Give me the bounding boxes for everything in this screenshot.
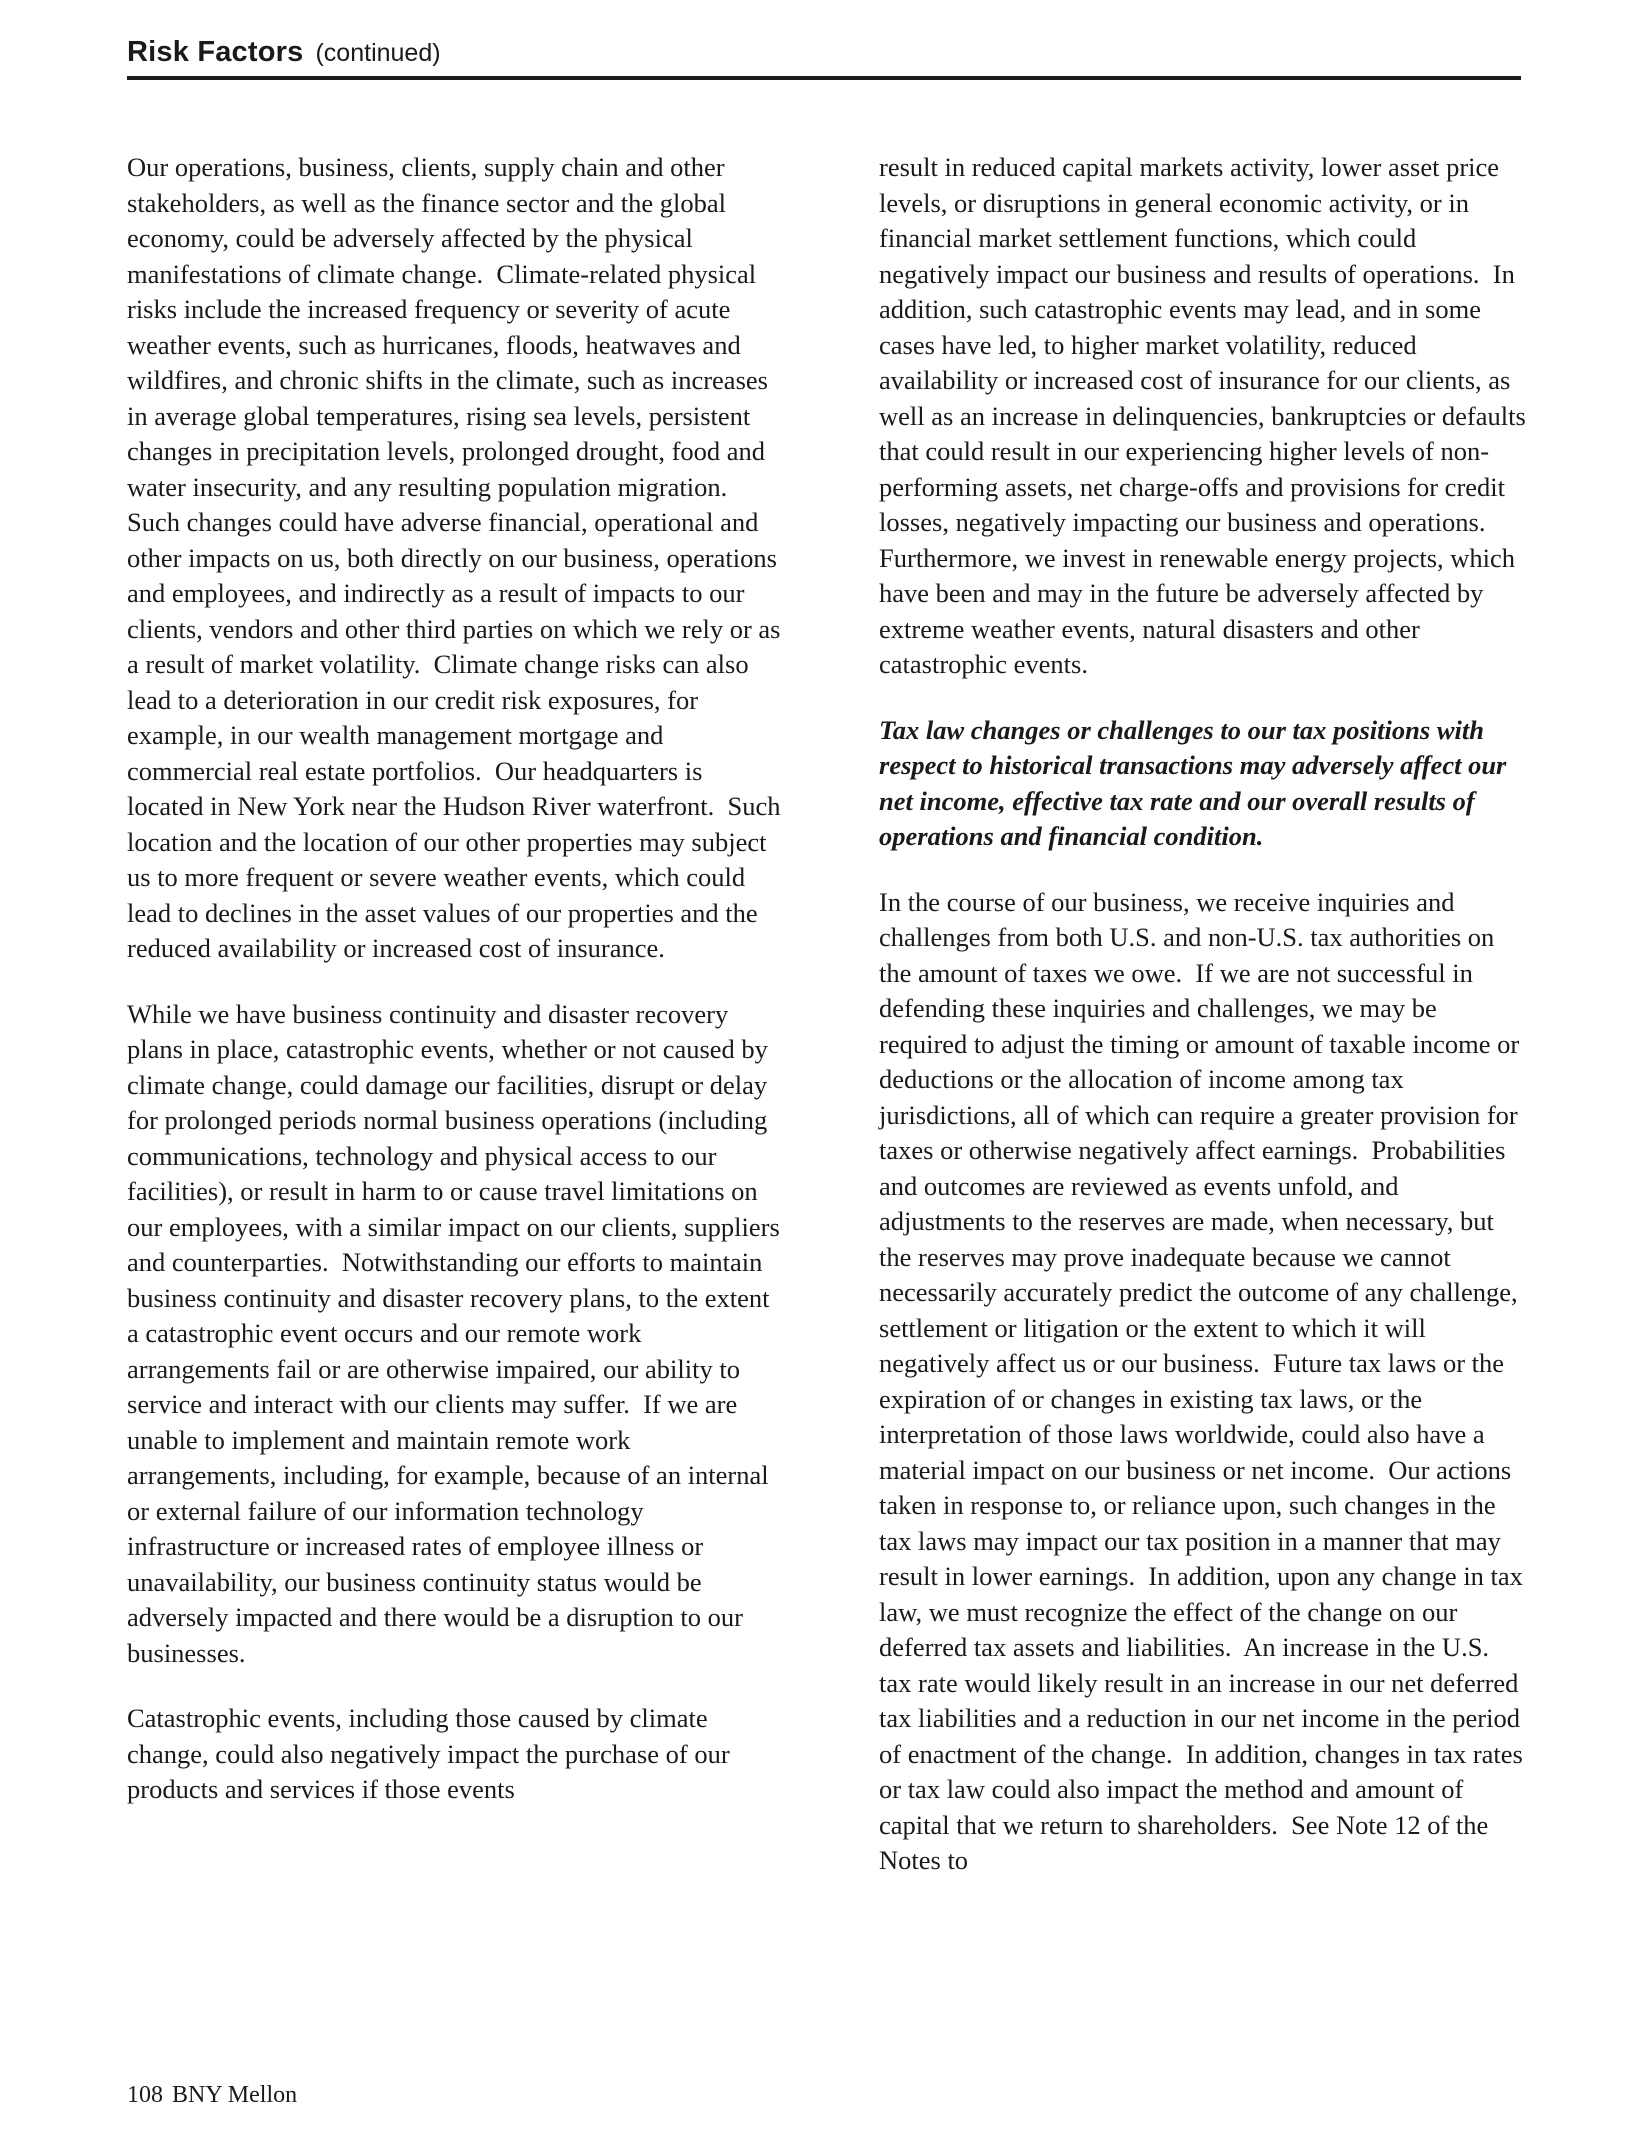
- right-column: [879, 150, 1533, 1909]
- two-column-text: [127, 150, 1650, 1909]
- page-number: 108: [127, 2082, 163, 2108]
- footer-brand: BNY Mellon: [172, 2082, 298, 2108]
- section-title-continued: (continued): [315, 39, 441, 67]
- paragraph-market-impacts: result in reduced capital markets activity, lower asset price levels, or disruptions in general economic activity, or in financial market settlement functions, which could negatively impact our business and results of operations. In addition, such catastrophic events may lead, and in some cases have led, to higher market volatility, reduced availability or increased cost of insurance for our clients, as well as an increase in delinquencies, bankruptcies or defaults that could result in our experiencing higher levels of non-performing assets, net charge-offs and provisions for credit losses, negatively impacting our business and operations. Furthermore, we invest in renewable energy projects, which have been and may in the future be adversely affected by extreme weather events, natural disasters and other catastrophic events.: [879, 152, 1533, 679]
- page-footer: [127, 2082, 297, 2109]
- page-header: [127, 36, 1650, 69]
- section-title: Risk Factors: [127, 36, 304, 68]
- paragraph-business-continuity: While we have business continuity and disaster recovery plans in place, catastrophic events, whether or not caused by climate change, could damage our facilities, disrupt or delay for prolonged periods normal business operations (including communications, technology and physical access to our facilities), or result in harm to or cause travel limitations on our employees, with a similar impact on our clients, suppliers and counterparties. Notwithstanding our efforts to maintain business continuity and disaster recovery plans, to the extent a catastrophic event occurs and our remote work arrangements fail or are otherwise impaired, our ability to service and interact with our clients may suffer. If we are unable to implement and maintain remote work arrangements, including, for example, because of an internal or external failure of our information technology infrastructure or increased rates of employee illness or unavailability, our business continuity status would be adversely impacted and there would be a disruption to our businesses.: [127, 998, 787, 1668]
- paragraph-climate-physical-risks: Our operations, business, clients, supply chain and other stakeholders, as well as the finance sector and the global economy, could be adversely affected by the physical manifestations of climate change. Climate-related physical risks include the increased frequency or severity of acute weather events, such as hurricanes, floods, heatwaves and wildfires, and chronic shifts in the climate, such as increases in average global temperatures, rising sea levels, persistent changes in precipitation levels, prolonged drought, food and water insecurity, and any resulting population migration. Such changes could have adverse financial, operational and other impacts on us, both directly on our business, operations and employees, and indirectly as a result of impacts to our clients, vendors and other third parties on which we rely or as a result of market volatility. Climate change risks can also lead to a deterioration in our credit risk exposures, for example, in our wealth management mortgage and commercial real estate portfolios. Our headquarters is located in New York near the Hudson River waterfront. Such location and the location of our other properties may subject us to more frequent or severe weather events, which could lead to declines in the asset values of our properties and the reduced availability or increased cost of insurance.: [127, 152, 788, 963]
- left-column: [127, 150, 788, 1909]
- paragraph-tax-inquiries: In the course of our business, we receive inquiries and challenges from both U.S. and non-U.S. tax authorities on the amount of taxes we owe. If we are not successful in defending these inquiries and challenges, we may be required to adjust the timing or amount of taxable income or deductions or the allocation of income among tax jurisdictions, all of which can require a greater provision for taxes or otherwise negatively affect earnings. Probabilities and outcomes are reviewed as events unfold, and adjustments to the reserves are made, when necessary, but the reserves may prove inadequate because we cannot necessarily accurately predict the outcome of any challenge, settlement or litigation or the extent to which it will negatively affect us or our business. Future tax laws or the expiration of or changes in existing tax laws, or the interpretation of those laws worldwide, could also have a material impact on our business or net income. Our actions taken in response to, or reliance upon, such changes in the tax laws may impact our tax position in a manner that may result in lower earnings. In addition, upon any change in tax law, we must recognize the effect of the change on our deferred tax assets and liabilities. An increase in the U.S. tax rate would likely result in an increase in our net deferred tax liabilities and a reduction in our net income in the period of enactment of the change. In addition, changes in tax rates or tax law could also impact the method and amount of capital that we return to shareholders. See Note 12 of the Notes to: [879, 886, 1530, 1875]
- paragraph-catastrophic-events: Catastrophic events, including those caused by climate change, could also negatively impact the purchase of our products and services if those events: [127, 1703, 737, 1804]
- risk-factor-heading-tax-law: Tax law changes or challenges to our tax positions with respect to historical transactions may adversely affect our net income, effective tax rate and our overall results of operations and financial condition.: [879, 714, 1513, 851]
- header-rule: [127, 76, 1521, 80]
